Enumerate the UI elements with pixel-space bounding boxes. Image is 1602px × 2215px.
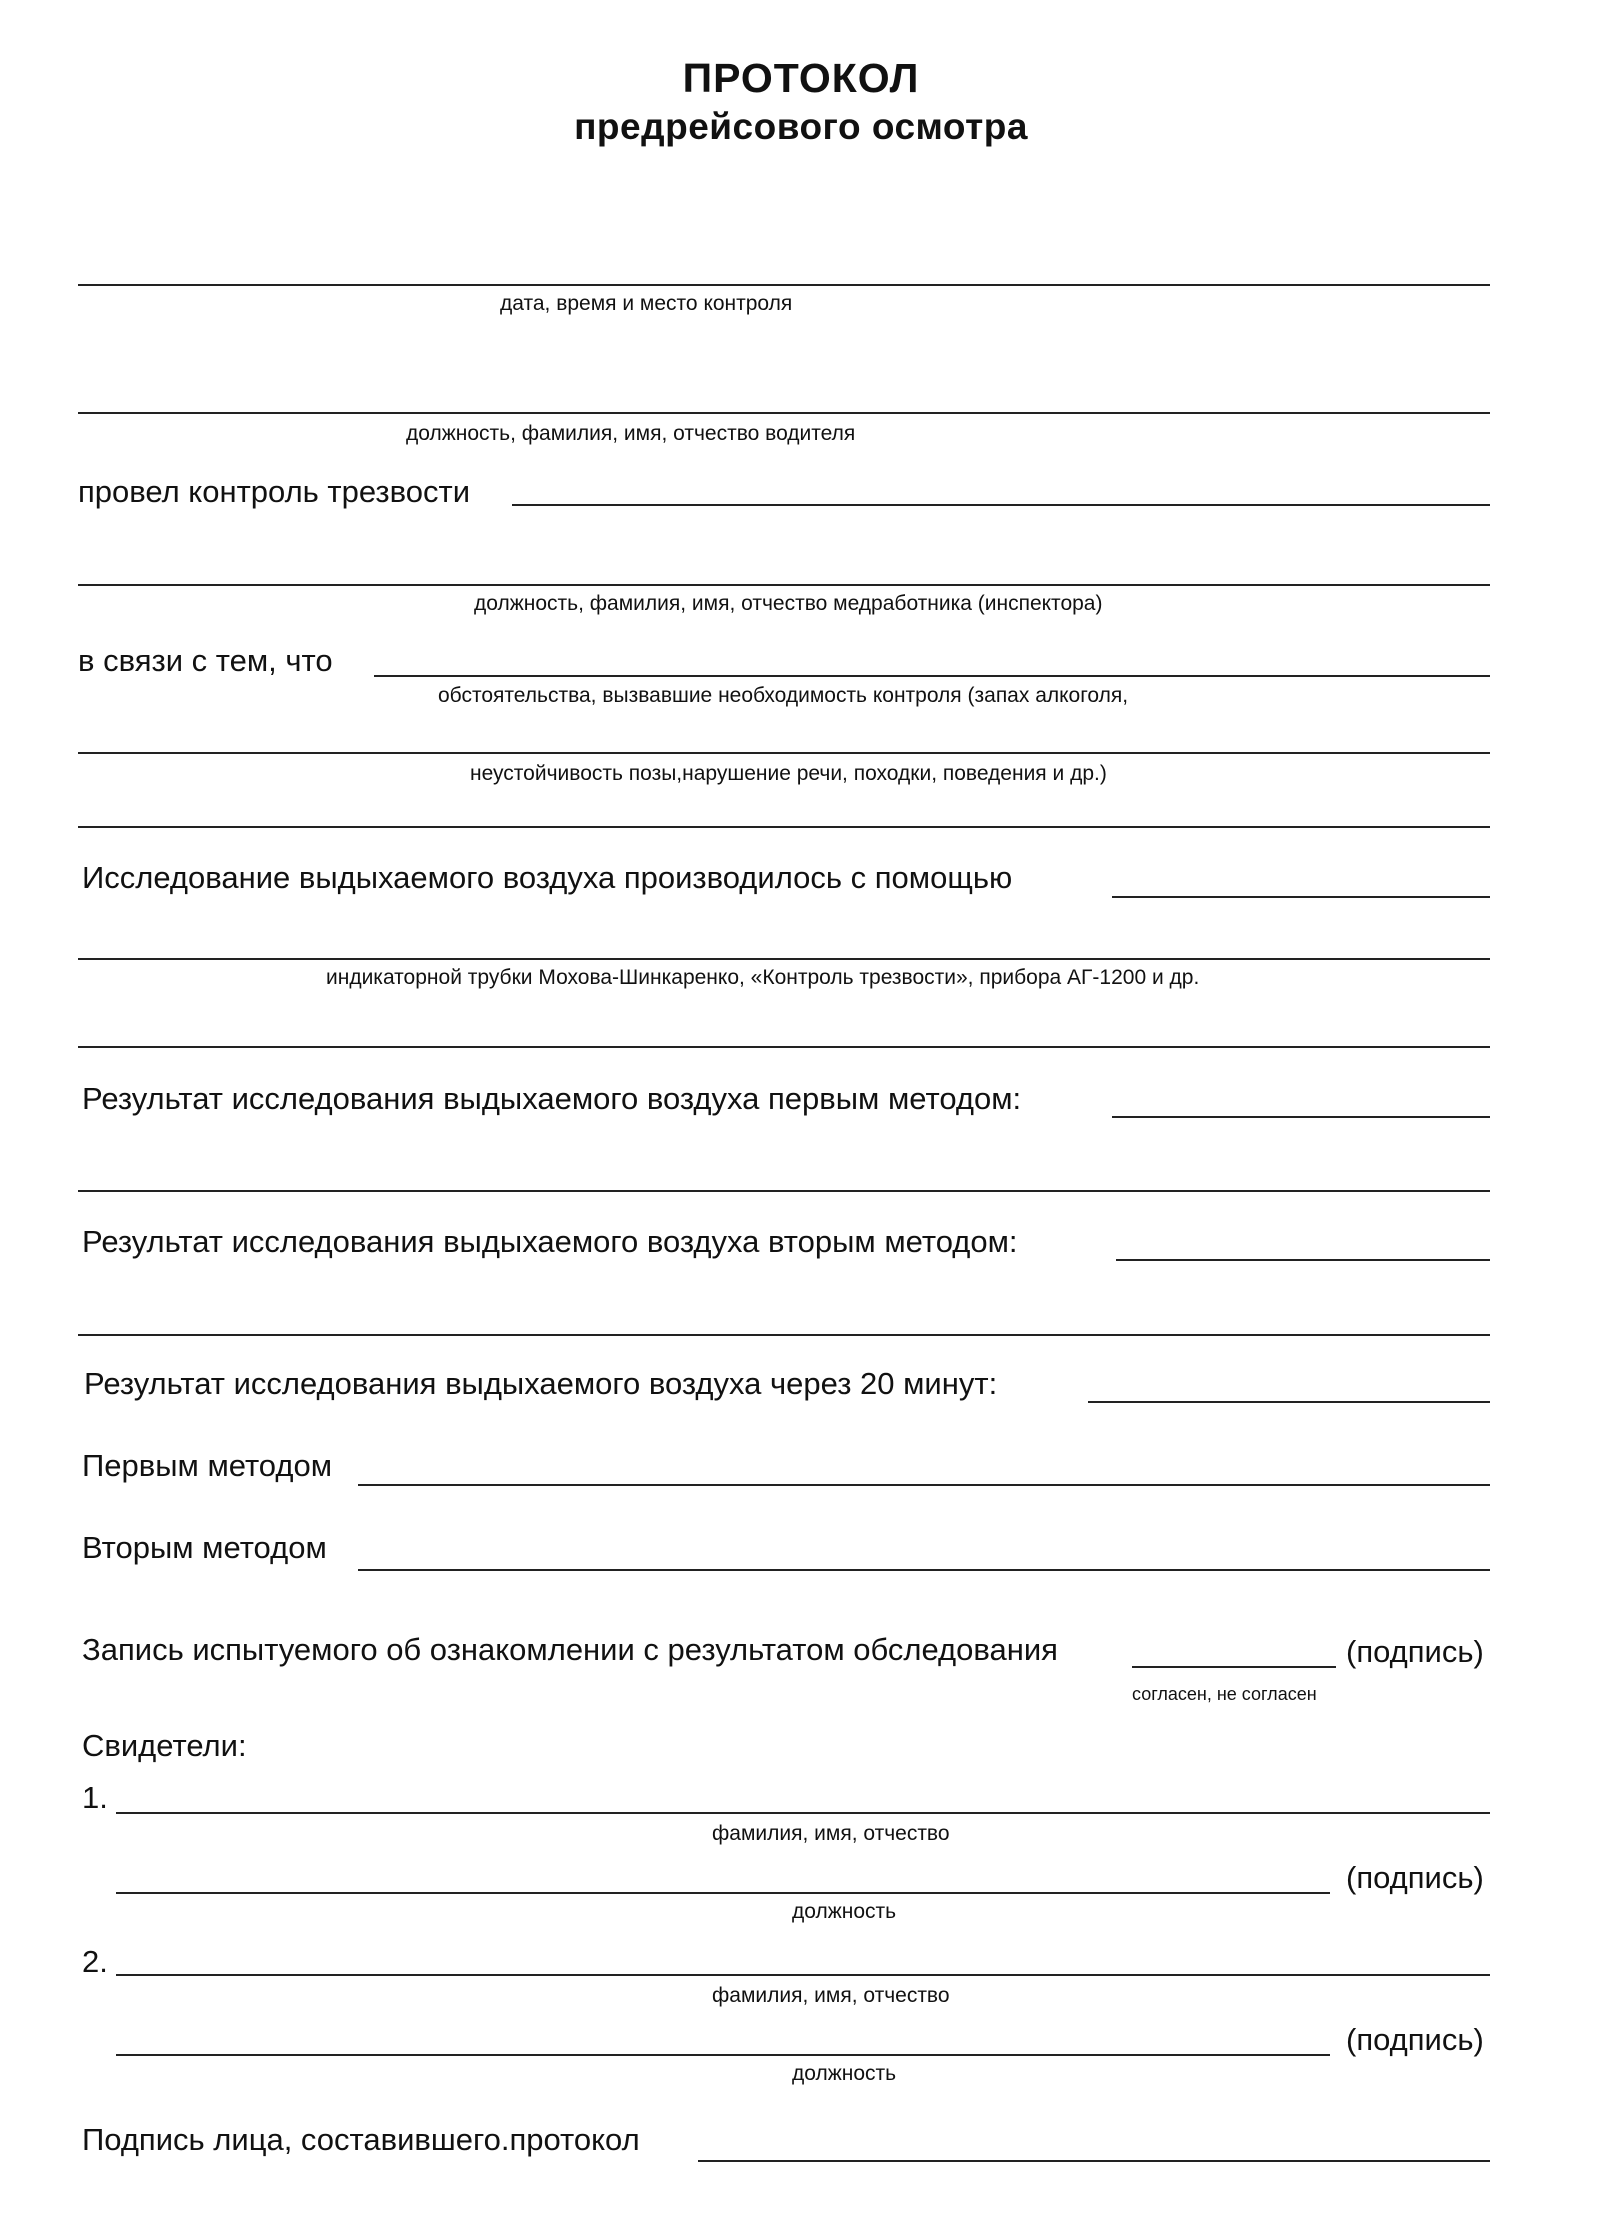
witness-2-name-caption: фамилия, имя, отчество <box>712 1984 950 2007</box>
acknowledgement-label: Запись испытуемого об ознакомлении с результатом обследования <box>82 1632 1058 1667</box>
circumstances-caption-2: неустойчивость позы,нарушение речи, походки, поведения и др.) <box>470 762 1107 785</box>
study-device-label: Исследование выдыхаемого воздуха производилось с помощью <box>82 860 1013 895</box>
circumstances-field-1[interactable] <box>78 752 1490 754</box>
second-method-label: Вторым методом <box>82 1530 327 1565</box>
acknowledgement-field[interactable] <box>1132 1666 1336 1668</box>
second-method-field[interactable] <box>358 1569 1490 1571</box>
result-20min-label: Результат исследования выдыхаемого воздуха через 20 минут: <box>84 1366 998 1401</box>
first-method-field[interactable] <box>358 1484 1490 1486</box>
witnesses-label: Свидетели: <box>82 1728 247 1763</box>
study-device-field[interactable] <box>1112 896 1490 898</box>
witness-1-position-field[interactable] <box>116 1892 1330 1894</box>
because-label: в связи с тем, что <box>78 643 333 678</box>
acknowledgement-signature-label: (подпись) <box>1346 1634 1484 1669</box>
device-field-2[interactable] <box>78 1046 1490 1048</box>
witness-1-name-caption: фамилия, имя, отчество <box>712 1822 950 1845</box>
witness-2-position-caption: должность <box>792 2062 897 2085</box>
witness-1-number: 1. <box>82 1780 108 1815</box>
date-place-field[interactable] <box>78 284 1490 286</box>
sobriety-check-field[interactable] <box>512 504 1490 506</box>
compiler-signature-field[interactable] <box>698 2160 1490 2162</box>
sobriety-check-label: провел контроль трезвости <box>78 474 471 509</box>
driver-caption: должность, фамилия, имя, отчество водителя <box>406 422 856 445</box>
witness-1-position-caption: должность <box>792 1900 897 1923</box>
document-title: ПРОТОКОЛ <box>682 55 920 101</box>
witness-2-number: 2. <box>82 1944 108 1979</box>
result-second-label: Результат исследования выдыхаемого воздуха вторым методом: <box>82 1224 1018 1259</box>
circumstances-field-2[interactable] <box>78 826 1490 828</box>
witness-2-name-field[interactable] <box>116 1974 1490 1976</box>
device-field[interactable] <box>78 958 1490 960</box>
medic-caption: должность, фамилия, имя, отчество медработника (инспектора) <box>474 592 1103 615</box>
witness-1-name-field[interactable] <box>116 1812 1490 1814</box>
driver-field[interactable] <box>78 412 1490 414</box>
result-second-field-2[interactable] <box>78 1334 1490 1336</box>
because-field[interactable] <box>374 675 1490 677</box>
witness-2-signature-label: (подпись) <box>1346 2022 1484 2057</box>
date-place-caption: дата, время и место контроля <box>500 292 793 315</box>
witness-1-signature-label: (подпись) <box>1346 1860 1484 1895</box>
circumstances-caption-1: обстоятельства, вызвавшие необходимость контроля (запах алкоголя, <box>438 684 1129 707</box>
result-20min-field[interactable] <box>1088 1401 1490 1403</box>
result-first-field-2[interactable] <box>78 1190 1490 1192</box>
witness-2-position-field[interactable] <box>116 2054 1330 2056</box>
compiler-signature-label: Подпись лица, составившего.протокол <box>82 2122 640 2157</box>
agree-caption: согласен, не согласен <box>1132 1684 1317 1704</box>
medic-field[interactable] <box>78 584 1490 586</box>
result-second-field[interactable] <box>1116 1259 1490 1261</box>
result-first-label: Результат исследования выдыхаемого воздуха первым методом: <box>82 1081 1022 1116</box>
document-subtitle: предрейсового осмотра <box>574 106 1028 147</box>
result-first-field[interactable] <box>1112 1116 1490 1118</box>
device-caption: индикаторной трубки Мохова-Шинкаренко, «Контроль трезвости», прибора АГ-1200 и др. <box>326 966 1200 989</box>
first-method-label: Первым методом <box>82 1448 333 1483</box>
